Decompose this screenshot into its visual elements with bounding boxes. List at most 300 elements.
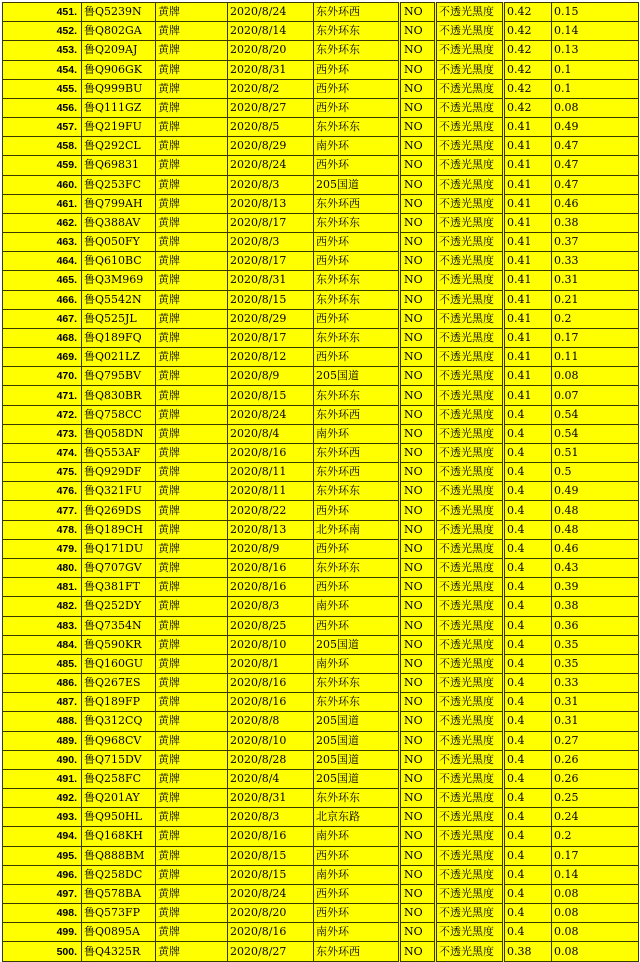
row-number-cell: 461. xyxy=(3,194,82,213)
inspection-date-cell: 2020/8/1 xyxy=(228,654,314,673)
location-cell: 西外环 xyxy=(314,156,400,175)
table-row xyxy=(3,290,639,309)
inspection-date-cell: 2020/8/27 xyxy=(228,942,314,961)
test-type-cell: 不透光黑度 xyxy=(436,578,504,597)
pass-flag-cell: NO xyxy=(400,328,436,347)
plate-color-cell: 黄牌 xyxy=(156,118,228,137)
inspection-date-cell: 2020/8/10 xyxy=(228,635,314,654)
table-row xyxy=(3,309,639,328)
row-number-cell: 470. xyxy=(3,367,82,386)
pass-flag-cell: NO xyxy=(400,635,436,654)
table-row xyxy=(3,443,639,462)
pass-flag-cell: NO xyxy=(400,367,436,386)
pass-flag-cell: NO xyxy=(400,309,436,328)
table-row xyxy=(3,789,639,808)
row-number-cell: 453. xyxy=(3,41,82,60)
inspection-date-cell: 2020/8/17 xyxy=(228,213,314,232)
test-type-cell: 不透光黑度 xyxy=(436,769,504,788)
test-type-cell: 不透光黑度 xyxy=(436,482,504,501)
plate-color-cell: 黄牌 xyxy=(156,712,228,731)
plate-color-cell: 黄牌 xyxy=(156,597,228,616)
plate-color-cell: 黄牌 xyxy=(156,98,228,117)
measured-value-cell: 0.5 xyxy=(552,463,639,482)
plate-number-cell: 鲁Q312CQ xyxy=(82,712,156,731)
plate-color-cell: 黄牌 xyxy=(156,3,228,22)
pass-flag-cell: NO xyxy=(400,501,436,520)
inspection-date-cell: 2020/8/27 xyxy=(228,98,314,117)
limit-value-cell: 0.41 xyxy=(504,348,552,367)
inspection-date-cell: 2020/8/15 xyxy=(228,386,314,405)
test-type-cell: 不透光黑度 xyxy=(436,750,504,769)
pass-flag-cell: NO xyxy=(400,98,436,117)
table-row xyxy=(3,386,639,405)
measured-value-cell: 0.08 xyxy=(552,942,639,961)
limit-value-cell: 0.4 xyxy=(504,424,552,443)
limit-value-cell: 0.41 xyxy=(504,252,552,271)
inspection-date-cell: 2020/8/2 xyxy=(228,79,314,98)
location-cell: 南外环 xyxy=(314,654,400,673)
location-cell: 西外环 xyxy=(314,309,400,328)
measured-value-cell: 0.13 xyxy=(552,41,639,60)
plate-number-cell: 鲁Q553AF xyxy=(82,443,156,462)
pass-flag-cell: NO xyxy=(400,712,436,731)
limit-value-cell: 0.42 xyxy=(504,41,552,60)
plate-number-cell: 鲁Q321FU xyxy=(82,482,156,501)
plate-color-cell: 黄牌 xyxy=(156,252,228,271)
plate-number-cell: 鲁Q929DF xyxy=(82,463,156,482)
location-cell: 西外环 xyxy=(314,616,400,635)
limit-value-cell: 0.41 xyxy=(504,175,552,194)
test-type-cell: 不透光黑度 xyxy=(436,386,504,405)
limit-value-cell: 0.41 xyxy=(504,137,552,156)
table-row xyxy=(3,597,639,616)
inspection-date-cell: 2020/8/3 xyxy=(228,597,314,616)
limit-value-cell: 0.41 xyxy=(504,367,552,386)
plate-number-cell: 鲁Q7354N xyxy=(82,616,156,635)
plate-number-cell: 鲁Q906GK xyxy=(82,60,156,79)
measured-value-cell: 0.47 xyxy=(552,175,639,194)
inspection-date-cell: 2020/8/3 xyxy=(228,233,314,252)
table-row xyxy=(3,348,639,367)
location-cell: 东外环西 xyxy=(314,3,400,22)
pass-flag-cell: NO xyxy=(400,386,436,405)
plate-number-cell: 鲁Q578BA xyxy=(82,884,156,903)
limit-value-cell: 0.41 xyxy=(504,290,552,309)
measured-value-cell: 0.37 xyxy=(552,233,639,252)
inspection-date-cell: 2020/8/28 xyxy=(228,750,314,769)
pass-flag-cell: NO xyxy=(400,520,436,539)
location-cell: 南外环 xyxy=(314,137,400,156)
limit-value-cell: 0.38 xyxy=(504,942,552,961)
table-row xyxy=(3,424,639,443)
plate-color-cell: 黄牌 xyxy=(156,348,228,367)
inspection-date-cell: 2020/8/17 xyxy=(228,328,314,347)
location-cell: 西外环 xyxy=(314,578,400,597)
plate-color-cell: 黄牌 xyxy=(156,750,228,769)
location-cell: 西外环 xyxy=(314,348,400,367)
test-type-cell: 不透光黑度 xyxy=(436,213,504,232)
measured-value-cell: 0.39 xyxy=(552,578,639,597)
table-row xyxy=(3,22,639,41)
test-type-cell: 不透光黑度 xyxy=(436,137,504,156)
limit-value-cell: 0.4 xyxy=(504,904,552,923)
plate-number-cell: 鲁Q258FC xyxy=(82,769,156,788)
location-cell: 东外环东 xyxy=(314,118,400,137)
pass-flag-cell: NO xyxy=(400,827,436,846)
row-number-cell: 494. xyxy=(3,827,82,846)
location-cell: 西外环 xyxy=(314,60,400,79)
table-row xyxy=(3,98,639,117)
row-number-cell: 474. xyxy=(3,443,82,462)
plate-number-cell: 鲁Q171DU xyxy=(82,539,156,558)
plate-number-cell: 鲁Q799AH xyxy=(82,194,156,213)
location-cell: 西外环 xyxy=(314,846,400,865)
plate-color-cell: 黄牌 xyxy=(156,41,228,60)
measured-value-cell: 0.47 xyxy=(552,137,639,156)
measured-value-cell: 0.31 xyxy=(552,712,639,731)
row-number-cell: 472. xyxy=(3,405,82,424)
row-number-cell: 495. xyxy=(3,846,82,865)
plate-number-cell: 鲁Q381FT xyxy=(82,578,156,597)
plate-number-cell: 鲁Q253FC xyxy=(82,175,156,194)
inspection-date-cell: 2020/8/25 xyxy=(228,616,314,635)
limit-value-cell: 0.4 xyxy=(504,501,552,520)
plate-color-cell: 黄牌 xyxy=(156,693,228,712)
limit-value-cell: 0.4 xyxy=(504,405,552,424)
measured-value-cell: 0.31 xyxy=(552,271,639,290)
pass-flag-cell: NO xyxy=(400,156,436,175)
location-cell: 西外环 xyxy=(314,501,400,520)
limit-value-cell: 0.4 xyxy=(504,846,552,865)
row-number-cell: 457. xyxy=(3,118,82,137)
limit-value-cell: 0.4 xyxy=(504,884,552,903)
inspection-date-cell: 2020/8/16 xyxy=(228,558,314,577)
plate-number-cell: 鲁Q050FY xyxy=(82,233,156,252)
test-type-cell: 不透光黑度 xyxy=(436,827,504,846)
inspection-date-cell: 2020/8/22 xyxy=(228,501,314,520)
location-cell: 东外环西 xyxy=(314,463,400,482)
row-number-cell: 485. xyxy=(3,654,82,673)
row-number-cell: 462. xyxy=(3,213,82,232)
pass-flag-cell: NO xyxy=(400,808,436,827)
table-row xyxy=(3,41,639,60)
plate-number-cell: 鲁Q707GV xyxy=(82,558,156,577)
table-row xyxy=(3,846,639,865)
plate-color-cell: 黄牌 xyxy=(156,846,228,865)
table-row xyxy=(3,712,639,731)
location-cell: 东外环东 xyxy=(314,290,400,309)
plate-color-cell: 黄牌 xyxy=(156,578,228,597)
table-row xyxy=(3,635,639,654)
test-type-cell: 不透光黑度 xyxy=(436,367,504,386)
location-cell: 北京东路 xyxy=(314,808,400,827)
test-type-cell: 不透光黑度 xyxy=(436,156,504,175)
pass-flag-cell: NO xyxy=(400,942,436,961)
row-number-cell: 460. xyxy=(3,175,82,194)
location-cell: 东外环西 xyxy=(314,405,400,424)
test-type-cell: 不透光黑度 xyxy=(436,22,504,41)
plate-number-cell: 鲁Q830BR xyxy=(82,386,156,405)
limit-value-cell: 0.4 xyxy=(504,654,552,673)
measured-value-cell: 0.54 xyxy=(552,405,639,424)
test-type-cell: 不透光黑度 xyxy=(436,789,504,808)
pass-flag-cell: NO xyxy=(400,22,436,41)
test-type-cell: 不透光黑度 xyxy=(436,923,504,942)
inspection-date-cell: 2020/8/15 xyxy=(228,846,314,865)
table-row xyxy=(3,693,639,712)
plate-color-cell: 黄牌 xyxy=(156,60,228,79)
location-cell: 东外环东 xyxy=(314,41,400,60)
plate-number-cell: 鲁Q590KR xyxy=(82,635,156,654)
limit-value-cell: 0.4 xyxy=(504,808,552,827)
pass-flag-cell: NO xyxy=(400,750,436,769)
row-number-cell: 476. xyxy=(3,482,82,501)
inspection-date-cell: 2020/8/16 xyxy=(228,443,314,462)
test-type-cell: 不透光黑度 xyxy=(436,41,504,60)
location-cell: 205国道 xyxy=(314,635,400,654)
plate-number-cell: 鲁Q758CC xyxy=(82,405,156,424)
test-type-cell: 不透光黑度 xyxy=(436,271,504,290)
inspection-date-cell: 2020/8/16 xyxy=(228,693,314,712)
limit-value-cell: 0.4 xyxy=(504,520,552,539)
test-type-cell: 不透光黑度 xyxy=(436,808,504,827)
limit-value-cell: 0.42 xyxy=(504,79,552,98)
measured-value-cell: 0.2 xyxy=(552,309,639,328)
location-cell: 东外环东 xyxy=(314,22,400,41)
measured-value-cell: 0.51 xyxy=(552,443,639,462)
test-type-cell: 不透光黑度 xyxy=(436,309,504,328)
pass-flag-cell: NO xyxy=(400,654,436,673)
test-type-cell: 不透光黑度 xyxy=(436,904,504,923)
inspection-date-cell: 2020/8/31 xyxy=(228,789,314,808)
plate-number-cell: 鲁Q802GA xyxy=(82,22,156,41)
plate-color-cell: 黄牌 xyxy=(156,79,228,98)
table-row xyxy=(3,405,639,424)
row-number-cell: 455. xyxy=(3,79,82,98)
plate-number-cell: 鲁Q795BV xyxy=(82,367,156,386)
test-type-cell: 不透光黑度 xyxy=(436,942,504,961)
plate-color-cell: 黄牌 xyxy=(156,558,228,577)
location-cell: 北外环南 xyxy=(314,520,400,539)
plate-number-cell: 鲁Q189CH xyxy=(82,520,156,539)
plate-number-cell: 鲁Q058DN xyxy=(82,424,156,443)
limit-value-cell: 0.4 xyxy=(504,597,552,616)
measured-value-cell: 0.35 xyxy=(552,654,639,673)
limit-value-cell: 0.41 xyxy=(504,194,552,213)
inspection-date-cell: 2020/8/5 xyxy=(228,118,314,137)
table-row xyxy=(3,233,639,252)
row-number-cell: 458. xyxy=(3,137,82,156)
location-cell: 南外环 xyxy=(314,865,400,884)
plate-number-cell: 鲁Q111GZ xyxy=(82,98,156,117)
row-number-cell: 488. xyxy=(3,712,82,731)
measured-value-cell: 0.46 xyxy=(552,194,639,213)
measured-value-cell: 0.31 xyxy=(552,693,639,712)
inspection-date-cell: 2020/8/16 xyxy=(228,674,314,693)
measured-value-cell: 0.14 xyxy=(552,865,639,884)
location-cell: 205国道 xyxy=(314,769,400,788)
test-type-cell: 不透光黑度 xyxy=(436,328,504,347)
test-type-cell: 不透光黑度 xyxy=(436,674,504,693)
plate-color-cell: 黄牌 xyxy=(156,328,228,347)
plate-number-cell: 鲁Q201AY xyxy=(82,789,156,808)
table-row xyxy=(3,539,639,558)
limit-value-cell: 0.41 xyxy=(504,271,552,290)
row-number-cell: 499. xyxy=(3,923,82,942)
measured-value-cell: 0.38 xyxy=(552,597,639,616)
measured-value-cell: 0.33 xyxy=(552,674,639,693)
plate-number-cell: 鲁Q189FQ xyxy=(82,328,156,347)
limit-value-cell: 0.41 xyxy=(504,233,552,252)
pass-flag-cell: NO xyxy=(400,443,436,462)
pass-flag-cell: NO xyxy=(400,597,436,616)
test-type-cell: 不透光黑度 xyxy=(436,884,504,903)
pass-flag-cell: NO xyxy=(400,137,436,156)
plate-number-cell: 鲁Q168KH xyxy=(82,827,156,846)
inspection-date-cell: 2020/8/14 xyxy=(228,22,314,41)
pass-flag-cell: NO xyxy=(400,616,436,635)
inspection-date-cell: 2020/8/11 xyxy=(228,482,314,501)
row-number-cell: 493. xyxy=(3,808,82,827)
row-number-cell: 463. xyxy=(3,233,82,252)
row-number-cell: 482. xyxy=(3,597,82,616)
location-cell: 南外环 xyxy=(314,827,400,846)
limit-value-cell: 0.4 xyxy=(504,789,552,808)
location-cell: 205国道 xyxy=(314,712,400,731)
table-row xyxy=(3,923,639,942)
plate-color-cell: 黄牌 xyxy=(156,482,228,501)
pass-flag-cell: NO xyxy=(400,769,436,788)
table-row xyxy=(3,3,639,22)
test-type-cell: 不透光黑度 xyxy=(436,424,504,443)
table-row xyxy=(3,367,639,386)
inspection-date-cell: 2020/8/24 xyxy=(228,884,314,903)
test-type-cell: 不透光黑度 xyxy=(436,463,504,482)
pass-flag-cell: NO xyxy=(400,482,436,501)
measured-value-cell: 0.38 xyxy=(552,213,639,232)
plate-color-cell: 黄牌 xyxy=(156,674,228,693)
limit-value-cell: 0.41 xyxy=(504,328,552,347)
limit-value-cell: 0.42 xyxy=(504,22,552,41)
row-number-cell: 480. xyxy=(3,558,82,577)
limit-value-cell: 0.41 xyxy=(504,213,552,232)
test-type-cell: 不透光黑度 xyxy=(436,194,504,213)
test-type-cell: 不透光黑度 xyxy=(436,712,504,731)
row-number-cell: 490. xyxy=(3,750,82,769)
table-row xyxy=(3,252,639,271)
plate-number-cell: 鲁Q292CL xyxy=(82,137,156,156)
test-type-cell: 不透光黑度 xyxy=(436,616,504,635)
pass-flag-cell: NO xyxy=(400,118,436,137)
plate-color-cell: 黄牌 xyxy=(156,520,228,539)
measured-value-cell: 0.1 xyxy=(552,79,639,98)
row-number-cell: 471. xyxy=(3,386,82,405)
plate-color-cell: 黄牌 xyxy=(156,424,228,443)
limit-value-cell: 0.4 xyxy=(504,712,552,731)
inspection-date-cell: 2020/8/13 xyxy=(228,520,314,539)
table-row xyxy=(3,558,639,577)
measured-value-cell: 0.07 xyxy=(552,386,639,405)
inspection-date-cell: 2020/8/24 xyxy=(228,3,314,22)
pass-flag-cell: NO xyxy=(400,789,436,808)
measured-value-cell: 0.17 xyxy=(552,846,639,865)
location-cell: 东外环东 xyxy=(314,482,400,501)
limit-value-cell: 0.4 xyxy=(504,482,552,501)
test-type-cell: 不透光黑度 xyxy=(436,520,504,539)
plate-number-cell: 鲁Q4325R xyxy=(82,942,156,961)
pass-flag-cell: NO xyxy=(400,79,436,98)
location-cell: 东外环西 xyxy=(314,194,400,213)
row-number-cell: 497. xyxy=(3,884,82,903)
row-number-cell: 492. xyxy=(3,789,82,808)
row-number-cell: 451. xyxy=(3,3,82,22)
location-cell: 205国道 xyxy=(314,750,400,769)
inspection-date-cell: 2020/8/9 xyxy=(228,539,314,558)
plate-color-cell: 黄牌 xyxy=(156,923,228,942)
location-cell: 205国道 xyxy=(314,367,400,386)
inspection-date-cell: 2020/8/17 xyxy=(228,252,314,271)
table-row xyxy=(3,884,639,903)
inspection-date-cell: 2020/8/11 xyxy=(228,463,314,482)
plate-number-cell: 鲁Q950HL xyxy=(82,808,156,827)
table-row xyxy=(3,463,639,482)
table-row xyxy=(3,271,639,290)
measured-value-cell: 0.24 xyxy=(552,808,639,827)
row-number-cell: 466. xyxy=(3,290,82,309)
location-cell: 西外环 xyxy=(314,904,400,923)
measured-value-cell: 0.46 xyxy=(552,539,639,558)
location-cell: 西外环 xyxy=(314,98,400,117)
location-cell: 东外环东 xyxy=(314,386,400,405)
location-cell: 东外环东 xyxy=(314,213,400,232)
pass-flag-cell: NO xyxy=(400,213,436,232)
test-type-cell: 不透光黑度 xyxy=(436,60,504,79)
table-row xyxy=(3,328,639,347)
plate-color-cell: 黄牌 xyxy=(156,827,228,846)
test-type-cell: 不透光黑度 xyxy=(436,79,504,98)
plate-color-cell: 黄牌 xyxy=(156,789,228,808)
table-row xyxy=(3,769,639,788)
measured-value-cell: 0.49 xyxy=(552,118,639,137)
plate-color-cell: 黄牌 xyxy=(156,769,228,788)
inspection-date-cell: 2020/8/8 xyxy=(228,712,314,731)
test-type-cell: 不透光黑度 xyxy=(436,597,504,616)
measured-value-cell: 0.08 xyxy=(552,367,639,386)
plate-color-cell: 黄牌 xyxy=(156,808,228,827)
location-cell: 南外环 xyxy=(314,923,400,942)
limit-value-cell: 0.4 xyxy=(504,616,552,635)
measured-value-cell: 0.27 xyxy=(552,731,639,750)
pass-flag-cell: NO xyxy=(400,884,436,903)
table-row xyxy=(3,60,639,79)
plate-number-cell: 鲁Q610BC xyxy=(82,252,156,271)
location-cell: 东外环西 xyxy=(314,942,400,961)
inspection-date-cell: 2020/8/9 xyxy=(228,367,314,386)
table-row xyxy=(3,808,639,827)
location-cell: 南外环 xyxy=(314,597,400,616)
measured-value-cell: 0.1 xyxy=(552,60,639,79)
pass-flag-cell: NO xyxy=(400,405,436,424)
test-type-cell: 不透光黑度 xyxy=(436,3,504,22)
pass-flag-cell: NO xyxy=(400,424,436,443)
inspection-date-cell: 2020/8/29 xyxy=(228,137,314,156)
inspection-date-cell: 2020/8/13 xyxy=(228,194,314,213)
plate-color-cell: 黄牌 xyxy=(156,654,228,673)
plate-color-cell: 黄牌 xyxy=(156,194,228,213)
measured-value-cell: 0.08 xyxy=(552,923,639,942)
limit-value-cell: 0.42 xyxy=(504,60,552,79)
pass-flag-cell: NO xyxy=(400,578,436,597)
